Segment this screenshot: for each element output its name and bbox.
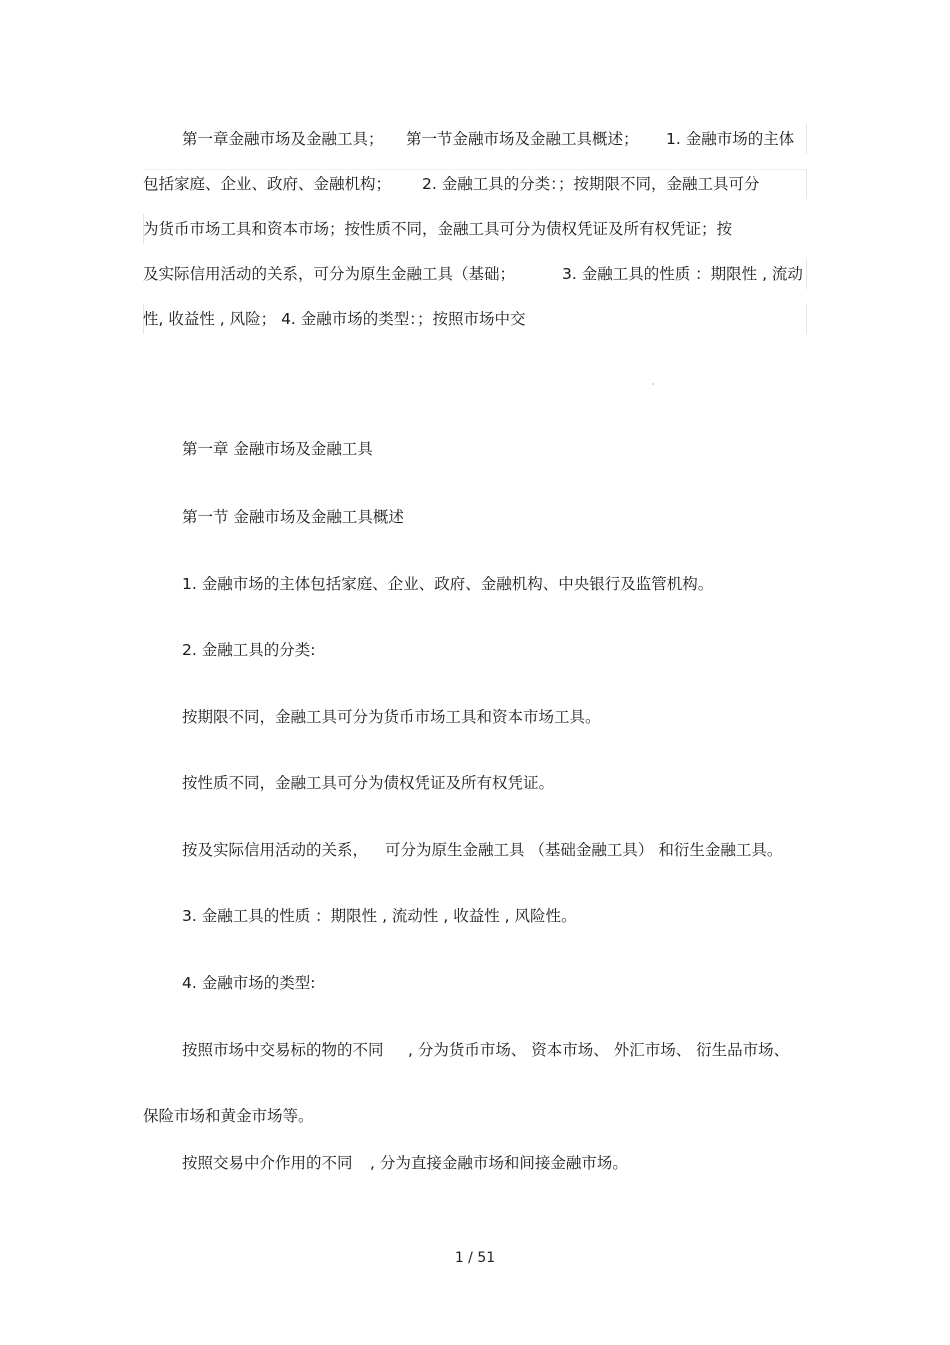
summary-line-4 [143,259,807,289]
paragraph: 4. 金融市场的类型: [182,974,316,992]
summary-line-3 [143,214,807,244]
summary-line-2 [143,169,807,199]
paragraph: 按及实际信用活动的关系， [182,841,369,859]
paragraph: 2. 金融工具的分类: [182,641,316,659]
summary-text: 2. 金融工具的分类：；按期限不同，金融工具可分 [422,175,760,193]
paragraph: 保险市场和黄金市场等。 [143,1107,314,1125]
paragraph: , 分为货币市场、 资本市场、 外汇市场、 衍生品市场、 [408,1041,790,1059]
paragraph: 按照交易中介作用的不同 [182,1154,353,1172]
paragraph: 1. 金融市场的主体包括家庭、企业、政府、金融机构、中央银行及监管机构。 [182,575,714,593]
summary-line-5 [143,304,807,334]
summary-text: 第一节金融市场及金融工具概述； [406,130,639,148]
scan-artifact [652,383,654,385]
chapter-title: 第一章 金融市场及金融工具 [182,440,373,458]
summary-text: 及实际信用活动的关系，可分为原生金融工具（基础； [143,265,516,283]
paragraph: 按性质不同，金融工具可分为债权凭证及所有权凭证。 [182,774,555,792]
section-title: 第一节 金融市场及金融工具概述 [182,508,404,526]
paragraph: 按期限不同，金融工具可分为货币市场工具和资本市场工具。 [182,708,601,726]
summary-text: 性, 收益性 , 风险； 4. 金融市场的类型：；按照市场中交 [143,310,526,328]
paragraph: 3. 金融工具的性质 ：期限性 , 流动性 , 收益性 , 风险性。 [182,907,577,925]
paragraph: 可分为原生金融工具 （基础金融工具） 和衍生金融工具。 [385,841,783,859]
page-number: 1 / 51 [454,1250,496,1266]
summary-text: 1. 金融市场的主体 [666,130,795,148]
summary-text: 包括家庭、企业、政府、金融机构； [143,175,392,193]
summary-text: 3. 金融工具的性质 ：期限性 , 流动 [562,265,803,283]
summary-line-1 [143,124,807,154]
summary-text: 为货币市场工具和资本市场；按性质不同，金融工具可分为债权凭证及所有权凭证；按 [143,220,733,238]
paragraph: 按照市场中交易标的物的不同 [182,1041,384,1059]
paragraph: , 分为直接金融市场和间接金融市场。 [370,1154,628,1172]
summary-text: 第一章金融市场及金融工具； [182,130,384,148]
summary-block [143,124,807,340]
